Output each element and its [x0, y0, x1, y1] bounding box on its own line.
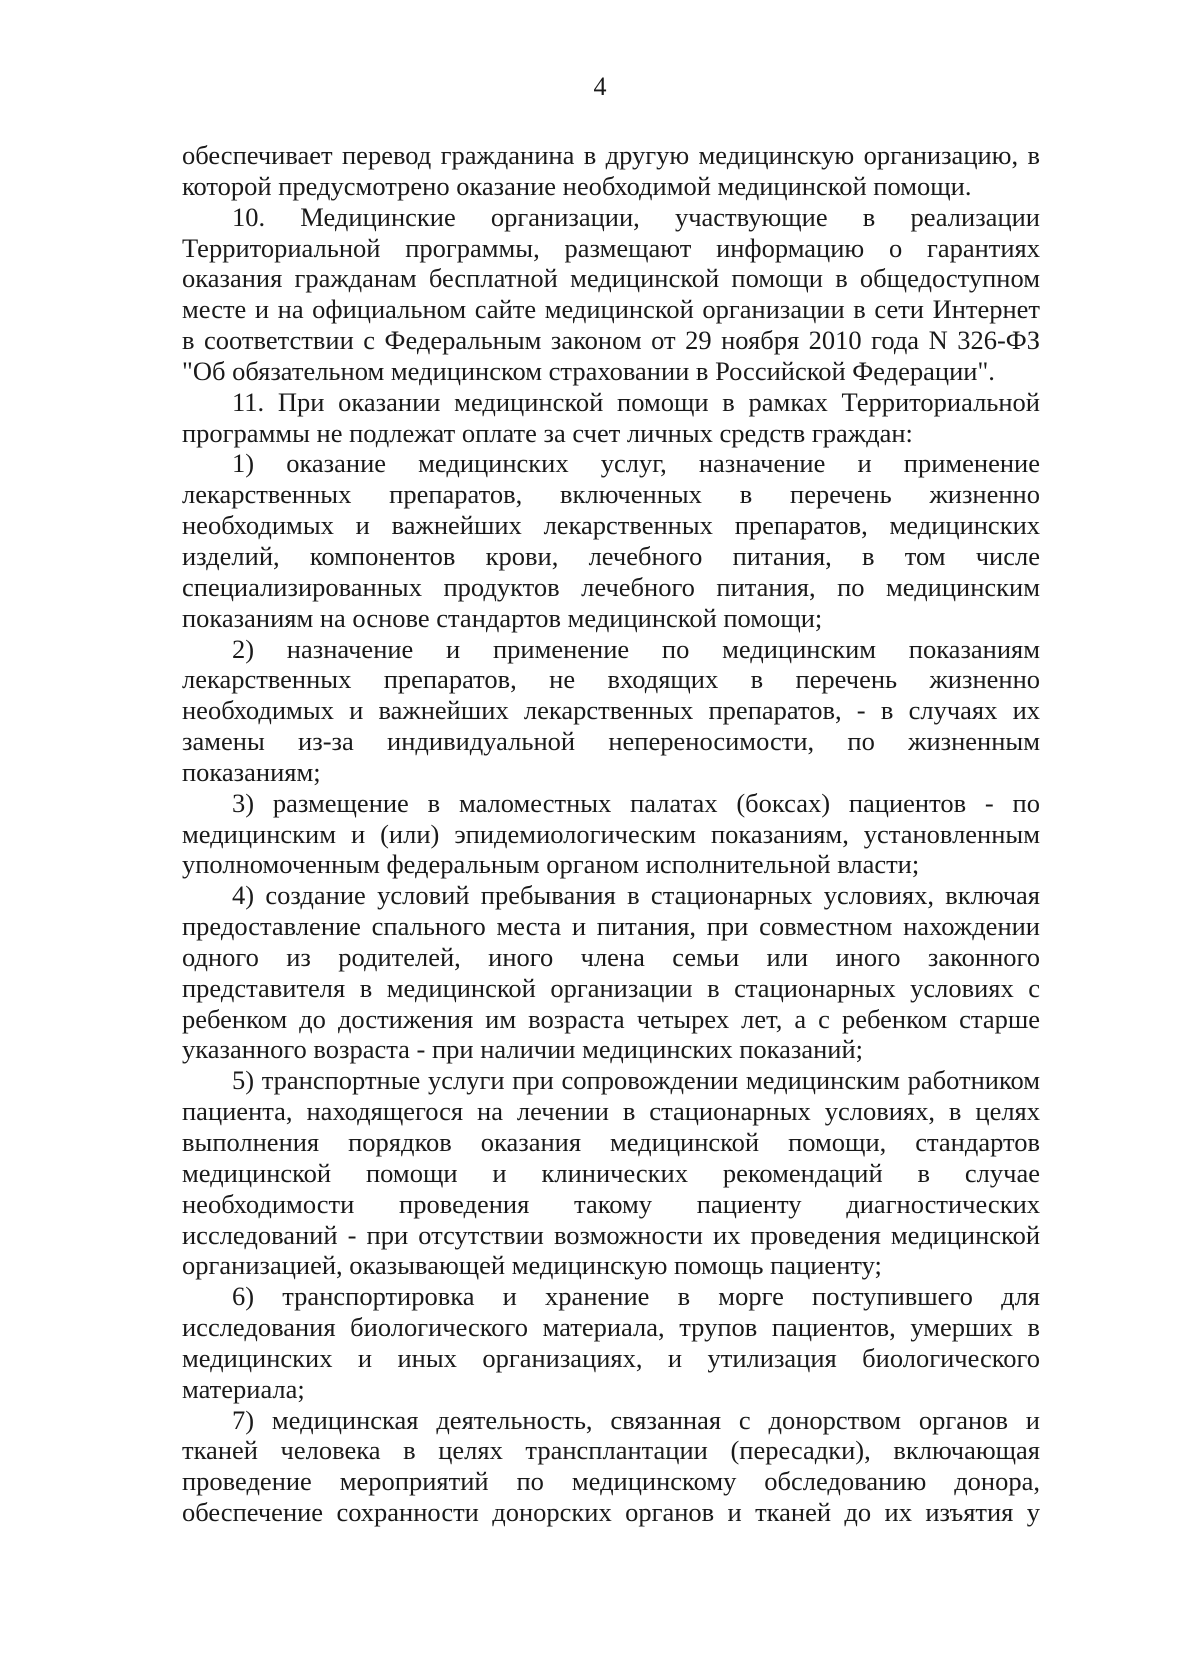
- list-item-4: 4) создание условий пребывания в стационарных условиях, включая предоставление спального места и питания, при совместном нахождении одного из родителей, иного члена семьи или иного законного представителя в медицинской организации в стационарных условиях с ребенком до достижения им возраста четырех лет, а с ребенком старше указанного возраста - при наличии медицинских показаний;: [182, 880, 1040, 1065]
- list-item-3: 3) размещение в маломестных палатах (боксах) пациентов - по медицинским и (или) эпидемиологическим показаниям, установленным уполномоченным федеральным органом исполнительной власти;: [182, 787, 1040, 880]
- paragraph-item-11: 11. При оказании медицинской помощи в рамках Территориальной программы не подлежат оплате за счет личных средств граждан:: [182, 386, 1040, 448]
- document-body: [182, 140, 1040, 1528]
- paragraph-continuation: обеспечивает перевод гражданина в другую медицинскую организацию, в которой предусмотрено оказание необходимой медицинской помощи.: [182, 140, 1040, 201]
- page-number: 4: [593, 72, 607, 101]
- list-item-7: 7) медицинская деятельность, связанная с донорством органов и тканей человека в целях трансплантации (пересадки), включающая проведение мероприятий по медицинскому обследованию донора, обеспечение сохранности донорских органов и тканей до их изъятия у: [182, 1404, 1040, 1528]
- list-item-6: 6) транспортировка и хранение в морге поступившего для исследования биологического материала, трупов пациентов, умерших в медицинских и иных организациях, и утилизация биологического материала;: [182, 1281, 1040, 1404]
- list-item-5: 5) транспортные услуги при сопровождении медицинским работником пациента, находящегося на лечении в стационарных условиях, в целях выполнения порядков оказания медицинской помощи, стандартов медицинской помощи и клинических рекомендаций в случае необходимости проведения такому пациенту диагностических исследований - при отсутствии возможности их проведения медицинской организацией, оказывающей медицинскую помощь пациенту;: [182, 1065, 1040, 1281]
- list-item-1: 1) оказание медицинских услуг, назначение и применение лекарственных препаратов, включенных в перечень жизненно необходимых и важнейших лекарственных препаратов, медицинских изделий, компонентов крови, лечебного питания, в том числе специализированных продуктов лечебного питания, по медицинским показаниям на основе стандартов медицинской помощи;: [182, 448, 1040, 633]
- paragraph-item-10: 10. Медицинские организации, участвующие в реализации Территориальной программы, размещают информацию о гарантиях оказания гражданам бесплатной медицинской помощи в общедоступном месте и на официальном сайте медицинской организации в сети Интернет в соответствии с Федеральным законом от 29 ноября 2010 года N 326-ФЗ "Об обязательном медицинском страховании в Российской Федерации".: [182, 201, 1040, 386]
- list-item-2: 2) назначение и применение по медицинским показаниям лекарственных препаратов, не входящих в перечень жизненно необходимых и важнейших лекарственных препаратов, - в случаях их замены из-за индивидуальной непереносимости, по жизненным показаниям;: [182, 633, 1040, 787]
